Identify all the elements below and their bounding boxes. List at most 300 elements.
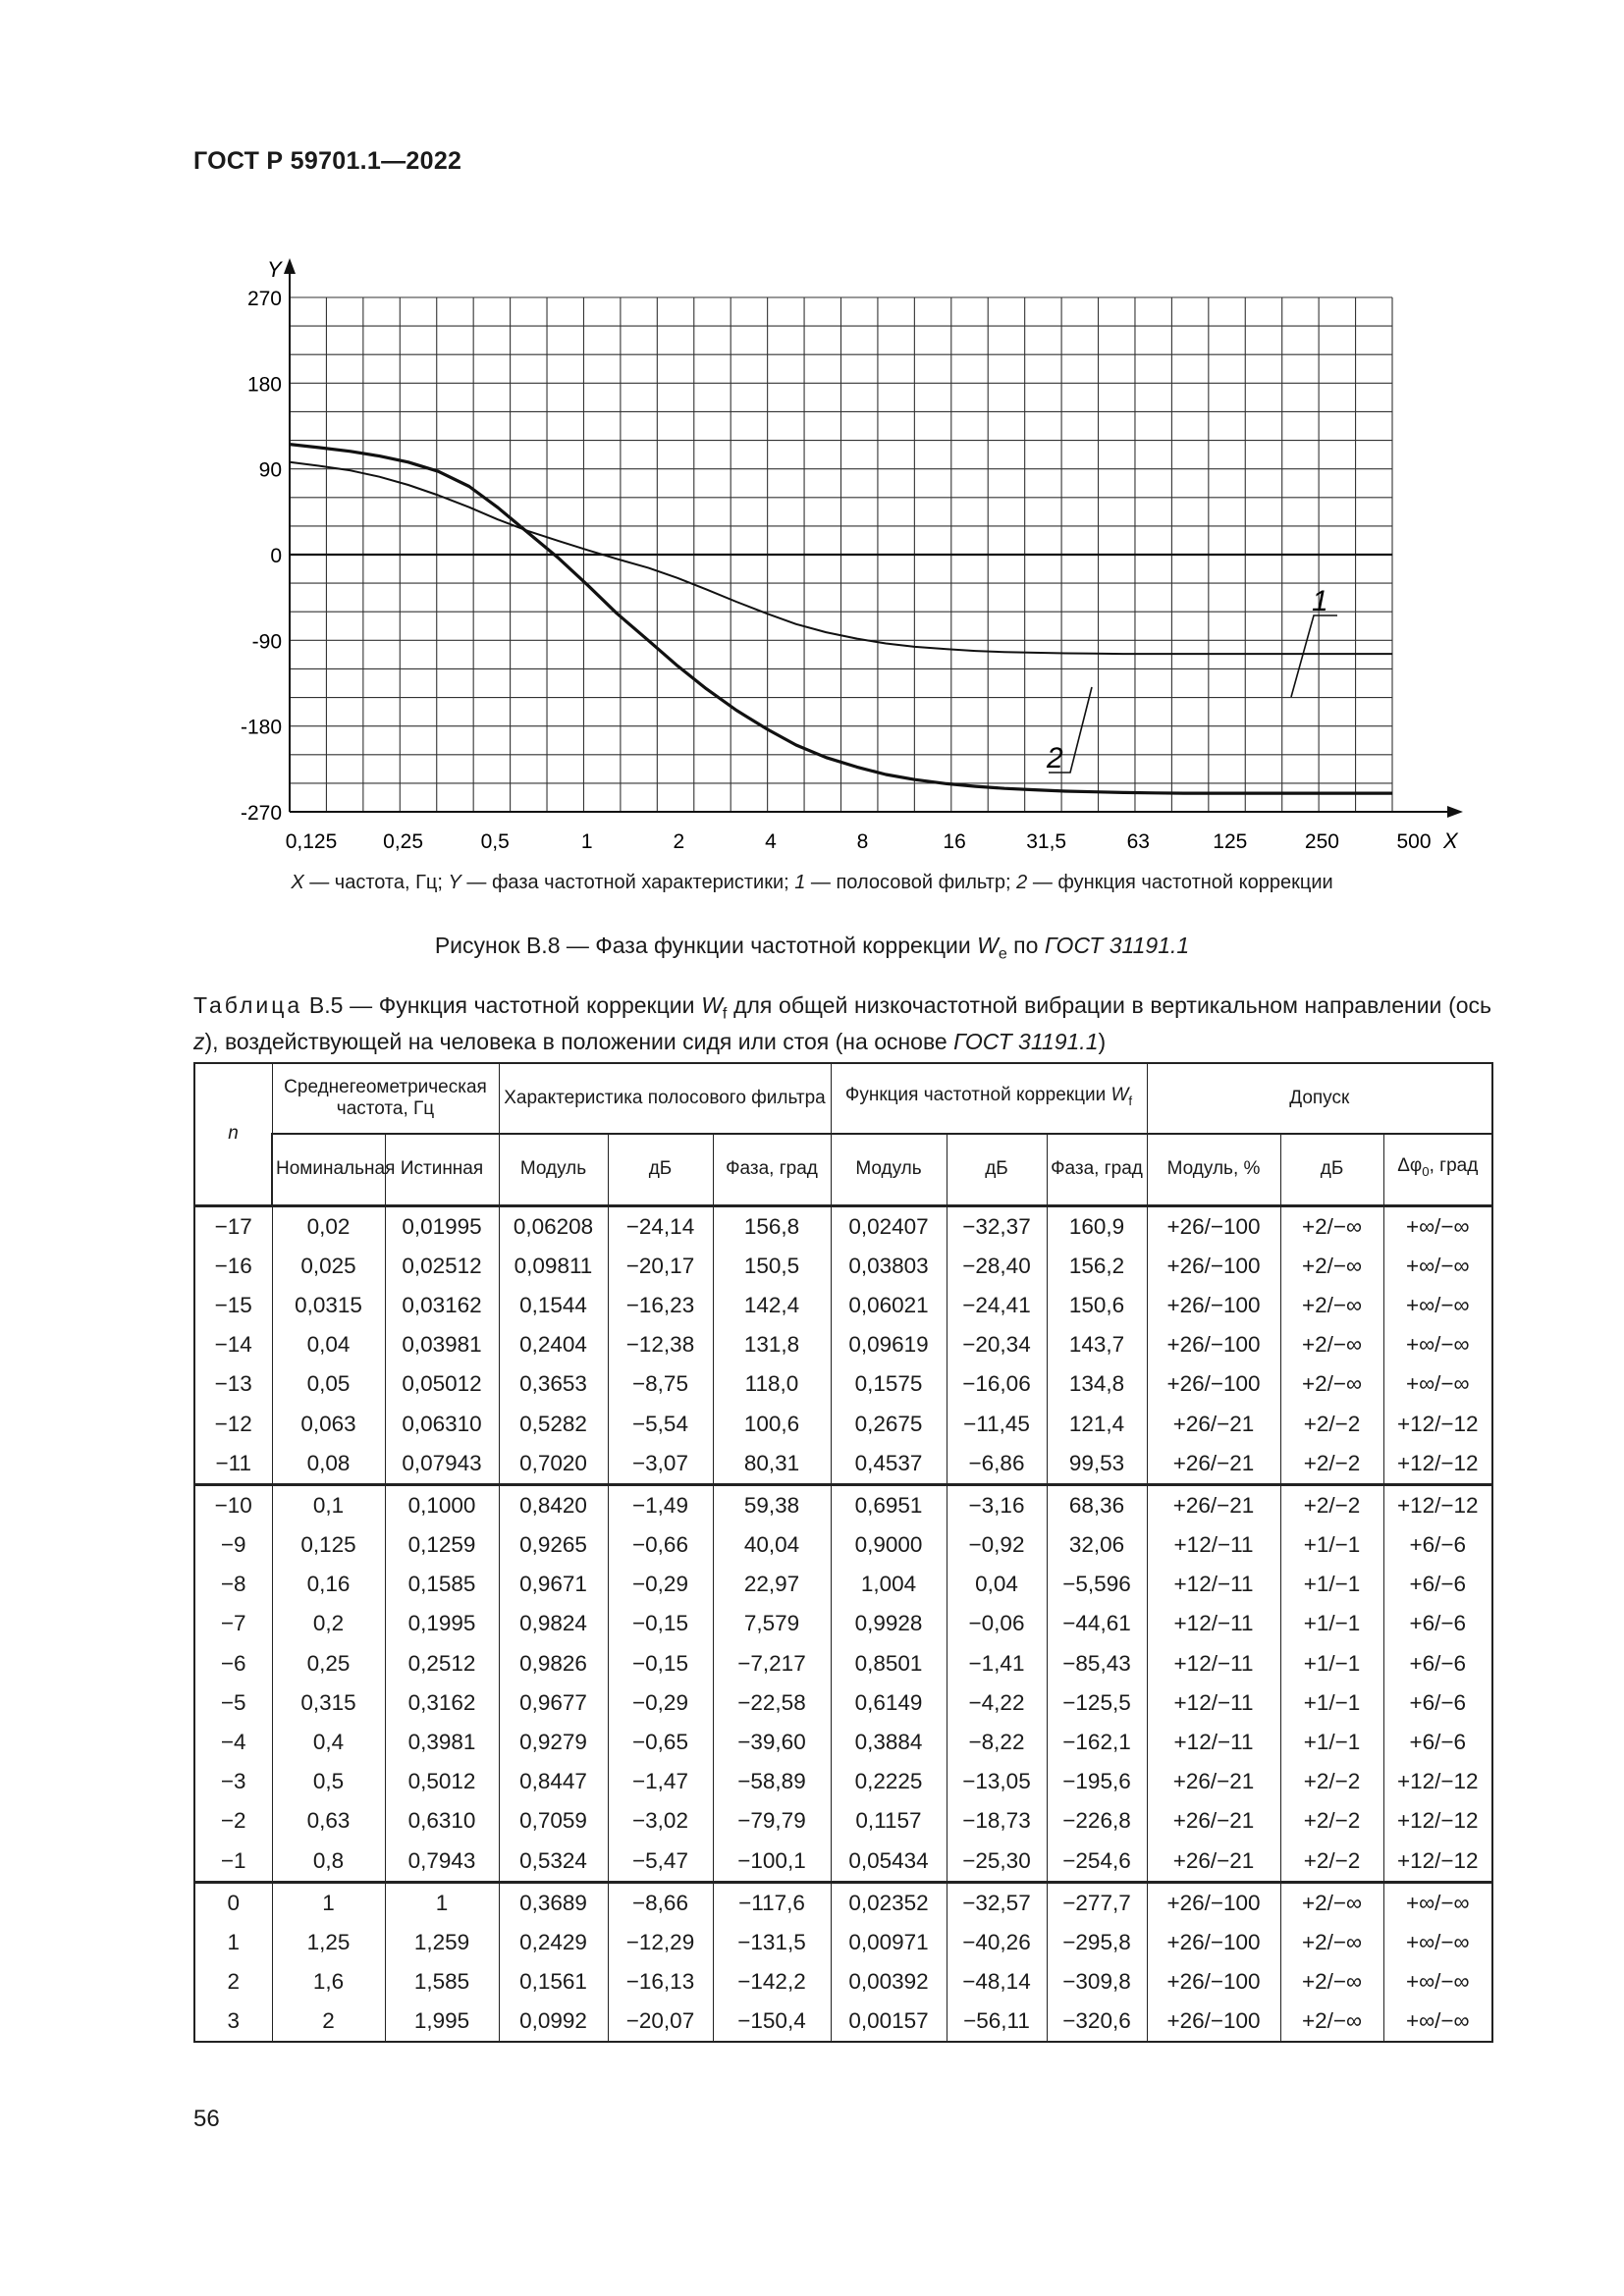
- table-cell: +2/−∞: [1280, 1205, 1383, 1247]
- table-cell: 0,2404: [499, 1325, 608, 1364]
- table-cell: −24,14: [608, 1205, 713, 1247]
- table-cell: +∞/−∞: [1383, 1247, 1492, 1286]
- table-cell: +12/−12: [1383, 1404, 1492, 1443]
- table-cell: +6/−6: [1383, 1644, 1492, 1683]
- table-cell: +1/−1: [1280, 1683, 1383, 1723]
- table-cell: 1: [194, 1923, 272, 1962]
- header-tol-modulus: Модуль, %: [1147, 1134, 1280, 1205]
- legend-y-text: — фаза частотной характеристики;: [460, 872, 795, 893]
- table-cell: −3,07: [608, 1444, 713, 1485]
- table-cell: 0,3162: [385, 1683, 499, 1723]
- y-tick-label: 0: [270, 545, 282, 567]
- table-cell: 0,04: [272, 1325, 385, 1364]
- table-cell: −100,1: [713, 1842, 831, 1883]
- x-tick-label: 2: [673, 830, 685, 853]
- legend-x-text: — частота, Гц;: [303, 872, 449, 893]
- table-row: [194, 2002, 1492, 2042]
- table-cell: −28,40: [947, 1247, 1047, 1286]
- table-cell: 0,1561: [499, 1962, 608, 2002]
- table-cell: −58,89: [713, 1762, 831, 1801]
- table-cell: 0,1575: [831, 1364, 947, 1404]
- table-cell: +26/−100: [1147, 1205, 1280, 1247]
- table-cell: −5: [194, 1683, 272, 1723]
- table-cell: −295,8: [1047, 1923, 1147, 1962]
- table-cell: −131,5: [713, 1923, 831, 1962]
- table-cell: 40,04: [713, 1525, 831, 1565]
- table-title-ref: ГОСТ 31191.1: [953, 1028, 1099, 1054]
- table-row: [194, 1723, 1492, 1762]
- header-band-db: дБ: [608, 1134, 713, 1205]
- y-axis-arrow: [284, 258, 296, 274]
- table-cell: −5,47: [608, 1842, 713, 1883]
- table-cell: 0,09619: [831, 1325, 947, 1364]
- table-cell: 150,5: [713, 1247, 831, 1286]
- table-cell: +1/−1: [1280, 1604, 1383, 1643]
- table-cell: 0,25: [272, 1644, 385, 1683]
- table-cell: 0,2429: [499, 1923, 608, 1962]
- table-cell: 0,04: [947, 1565, 1047, 1604]
- caption-mid: по: [1006, 933, 1045, 958]
- table-cell: 3: [194, 2002, 272, 2042]
- table-cell: −254,6: [1047, 1842, 1147, 1883]
- table-row: [194, 1604, 1492, 1643]
- table-cell: 100,6: [713, 1404, 831, 1443]
- table-cell: 0,9279: [499, 1723, 608, 1762]
- table-row: [194, 1247, 1492, 1286]
- table-cell: +12/−12: [1383, 1762, 1492, 1801]
- table-cell: −79,79: [713, 1801, 831, 1841]
- table-cell: +2/−2: [1280, 1842, 1383, 1883]
- table-cell: +2/−∞: [1280, 1882, 1383, 1923]
- table-title-text-4: ): [1098, 1028, 1107, 1054]
- table-cell: 0,315: [272, 1683, 385, 1723]
- table-cell: 0,05012: [385, 1364, 499, 1404]
- table-cell: −20,07: [608, 2002, 713, 2042]
- table-cell: 0,1995: [385, 1604, 499, 1643]
- table-cell: −1,49: [608, 1484, 713, 1525]
- table-cell: −44,61: [1047, 1604, 1147, 1643]
- table-row: [194, 1404, 1492, 1443]
- table-cell: +∞/−∞: [1383, 1286, 1492, 1325]
- table-cell: 0,08: [272, 1444, 385, 1485]
- x-tick-label: 0,25: [383, 830, 424, 853]
- header-wf-db: дБ: [947, 1134, 1047, 1205]
- table-cell: 0,03162: [385, 1286, 499, 1325]
- table-cell: −8,66: [608, 1882, 713, 1923]
- table-cell: +26/−100: [1147, 1286, 1280, 1325]
- table-title-text-1: В.5 — Функция частотной коррекции: [302, 992, 702, 1018]
- table-cell: −7,217: [713, 1644, 831, 1683]
- table-title-text-3: ), воздействующей на человека в положении сидя или стоя (на основе: [204, 1028, 954, 1054]
- x-tick-label: 125: [1213, 830, 1248, 853]
- table-cell: 0,09811: [499, 1247, 608, 1286]
- table-cell: +12/−11: [1147, 1565, 1280, 1604]
- table-cell: 0,9671: [499, 1565, 608, 1604]
- table-cell: +6/−6: [1383, 1723, 1492, 1762]
- table-cell: +∞/−∞: [1383, 2002, 1492, 2042]
- table-cell: +2/−∞: [1280, 1364, 1383, 1404]
- table-cell: −4: [194, 1723, 272, 1762]
- table-cell: 0,6951: [831, 1484, 947, 1525]
- table-cell: −5,596: [1047, 1565, 1147, 1604]
- header-weighting: Функция частотной коррекции $W_f$: [831, 1063, 1147, 1134]
- y-tick-label: 90: [258, 458, 282, 482]
- table-cell: +12/−11: [1147, 1683, 1280, 1723]
- table-cell: 0,02: [272, 1205, 385, 1247]
- table-cell: 0,3884: [831, 1723, 947, 1762]
- table-cell: 131,8: [713, 1325, 831, 1364]
- series-2-label: 2: [1047, 742, 1063, 774]
- table-cell: −5,54: [608, 1404, 713, 1443]
- header-band-phase: Фаза, град: [713, 1134, 831, 1205]
- phase-chart: [0, 0, 1624, 883]
- table-cell: 0,125: [272, 1525, 385, 1565]
- weighting-table: [193, 1062, 1493, 2043]
- y-tick-label: 180: [246, 373, 282, 397]
- table-cell: 0,9677: [499, 1683, 608, 1723]
- table-cell: 0,3653: [499, 1364, 608, 1404]
- table-cell: 0,025: [272, 1247, 385, 1286]
- legend-1-number: 1: [794, 872, 806, 893]
- table-cell: 0,06208: [499, 1205, 608, 1247]
- table-cell: −39,60: [713, 1723, 831, 1762]
- table-cell: 0,63: [272, 1801, 385, 1841]
- table-row: [194, 1525, 1492, 1565]
- x-tick-label: 31,5: [1026, 830, 1067, 853]
- table-cell: −0,06: [947, 1604, 1047, 1643]
- x-axis-arrow: [1447, 806, 1463, 818]
- table-cell: +26/−21: [1147, 1842, 1280, 1883]
- table-row: [194, 1842, 1492, 1883]
- table-cell: −16,13: [608, 1962, 713, 2002]
- table-cell: +12/−12: [1383, 1444, 1492, 1485]
- table-cell: +∞/−∞: [1383, 1962, 1492, 2002]
- table-cell: 0,06310: [385, 1404, 499, 1443]
- table-row: [194, 1801, 1492, 1841]
- table-cell: +1/−1: [1280, 1723, 1383, 1762]
- table-cell: +12/−12: [1383, 1484, 1492, 1525]
- table-title-w: W: [701, 992, 723, 1018]
- table-cell: −24,41: [947, 1286, 1047, 1325]
- caption-w: W: [977, 933, 999, 958]
- table-cell: −0,66: [608, 1525, 713, 1565]
- table-row: [194, 1444, 1492, 1485]
- figure-legend: [0, 872, 1624, 894]
- table-cell: 0,02407: [831, 1205, 947, 1247]
- y-axis-label: Y: [267, 257, 282, 282]
- table-cell: 0,1: [272, 1484, 385, 1525]
- table-cell: 0,16: [272, 1565, 385, 1604]
- table-row: [194, 1762, 1492, 1801]
- table-title-text-2: для общей низкочастотной вибрации в вертикальном направлении (ось: [727, 992, 1492, 1018]
- table-cell: 0,9826: [499, 1644, 608, 1683]
- legend-y-symbol: Y: [448, 872, 461, 893]
- x-tick-label: 1: [580, 830, 593, 853]
- header-tol-phase: $\Delta\varphi_0$, град: [1383, 1134, 1492, 1205]
- table-cell: −1,41: [947, 1644, 1047, 1683]
- table-cell: 0,4: [272, 1723, 385, 1762]
- y-tick-label: -180: [240, 716, 282, 739]
- table-cell: 0,2675: [831, 1404, 947, 1443]
- table-cell: −3,02: [608, 1801, 713, 1841]
- table-cell: +26/−21: [1147, 1762, 1280, 1801]
- table-cell: 0,9265: [499, 1525, 608, 1565]
- x-tick-label: 4: [765, 830, 777, 853]
- table-cell: 7,579: [713, 1604, 831, 1643]
- table-cell: 142,4: [713, 1286, 831, 1325]
- table-cell: 0,1585: [385, 1565, 499, 1604]
- legend-x-symbol: X: [291, 872, 304, 893]
- table-cell: +1/−1: [1280, 1644, 1383, 1683]
- table-cell: +26/−100: [1147, 1247, 1280, 1286]
- table-row: [194, 1364, 1492, 1404]
- y-tick-label: 270: [246, 288, 282, 310]
- table-cell: +1/−1: [1280, 1565, 1383, 1604]
- table-cell: −22,58: [713, 1683, 831, 1723]
- table-cell: 118,0: [713, 1364, 831, 1404]
- x-tick-label: 8: [856, 830, 869, 853]
- x-tick-label: 63: [1126, 830, 1150, 853]
- table-cell: +12/−12: [1383, 1842, 1492, 1883]
- table-cell: 59,38: [713, 1484, 831, 1525]
- table-cell: 160,9: [1047, 1205, 1147, 1247]
- table-cell: 0,5012: [385, 1762, 499, 1801]
- header-wf-modulus: Модуль: [831, 1134, 947, 1205]
- table-cell: 0,2225: [831, 1762, 947, 1801]
- table-cell: +∞/−∞: [1383, 1205, 1492, 1247]
- table-cell: −48,14: [947, 1962, 1047, 2002]
- legend-2-text: — функция частотной коррекции: [1027, 872, 1333, 893]
- table-cell: +12/−12: [1383, 1801, 1492, 1841]
- table-row: [194, 1644, 1492, 1683]
- table-cell: 0,9824: [499, 1604, 608, 1643]
- table-row: [194, 1882, 1492, 1923]
- table-cell: 2: [194, 1962, 272, 2002]
- table-cell: +2/−∞: [1280, 1247, 1383, 1286]
- table-cell: 0,1544: [499, 1286, 608, 1325]
- table-cell: 0: [194, 1882, 272, 1923]
- table-cell: −16,06: [947, 1364, 1047, 1404]
- table-cell: 0,1000: [385, 1484, 499, 1525]
- table-title-z: z: [193, 1028, 205, 1054]
- table-cell: +∞/−∞: [1383, 1325, 1492, 1364]
- table-cell: 0,4537: [831, 1444, 947, 1485]
- table-cell: −1: [194, 1842, 272, 1883]
- table-cell: 0,3981: [385, 1723, 499, 1762]
- table-cell: +2/−2: [1280, 1484, 1383, 1525]
- table-cell: −56,11: [947, 2002, 1047, 2042]
- x-tick-label: 500: [1396, 830, 1432, 853]
- table-title: [193, 991, 1491, 1055]
- table-cell: −6: [194, 1644, 272, 1683]
- table-cell: 68,36: [1047, 1484, 1147, 1525]
- table-cell: −8,22: [947, 1723, 1047, 1762]
- table-cell: −13: [194, 1364, 272, 1404]
- table-cell: −40,26: [947, 1923, 1047, 1962]
- table-cell: −10: [194, 1484, 272, 1525]
- table-cell: +26/−100: [1147, 1364, 1280, 1404]
- x-tick-label: 0,125: [285, 830, 338, 853]
- table-cell: +2/−2: [1280, 1762, 1383, 1801]
- table-cell: 1,25: [272, 1923, 385, 1962]
- x-tick-label: 16: [943, 830, 966, 853]
- table-cell: 1,259: [385, 1923, 499, 1962]
- table-cell: 0,7020: [499, 1444, 608, 1485]
- table-cell: 0,02352: [831, 1882, 947, 1923]
- header-wf-phase: Фаза, град: [1047, 1134, 1147, 1205]
- table-cell: −226,8: [1047, 1801, 1147, 1841]
- table-cell: −9: [194, 1525, 272, 1565]
- caption-prefix: Рисунок В.8 — Фаза функции частотной коррекции: [434, 933, 978, 958]
- table-cell: 1: [272, 1882, 385, 1923]
- table-cell: +12/−11: [1147, 1644, 1280, 1683]
- table-row: [194, 1923, 1492, 1962]
- series-1-leader: [1291, 615, 1337, 697]
- table-cell: 0,8447: [499, 1762, 608, 1801]
- table-cell: +2/−∞: [1280, 1286, 1383, 1325]
- table-cell: 1,995: [385, 2002, 499, 2042]
- table-label: Таблица: [193, 992, 303, 1018]
- table-cell: +12/−11: [1147, 1723, 1280, 1762]
- table-cell: +26/−100: [1147, 1882, 1280, 1923]
- table-cell: −117,6: [713, 1882, 831, 1923]
- table-cell: −16: [194, 1247, 272, 1286]
- table-cell: +∞/−∞: [1383, 1923, 1492, 1962]
- table-cell: 0,01995: [385, 1205, 499, 1247]
- table-row: [194, 1962, 1492, 2002]
- table-cell: −4,22: [947, 1683, 1047, 1723]
- table-cell: 150,6: [1047, 1286, 1147, 1325]
- table-cell: +∞/−∞: [1383, 1882, 1492, 1923]
- table-cell: 0,5282: [499, 1404, 608, 1443]
- table-cell: +∞/−∞: [1383, 1364, 1492, 1404]
- x-axis-label: X: [1443, 828, 1458, 853]
- caption-w-sub: e: [998, 944, 1007, 963]
- table-cell: 1,6: [272, 1962, 385, 2002]
- table-cell: +26/−100: [1147, 1923, 1280, 1962]
- table-cell: 0,05434: [831, 1842, 947, 1883]
- table-cell: 0,06021: [831, 1286, 947, 1325]
- table-cell: −17: [194, 1205, 272, 1247]
- table-cell: 143,7: [1047, 1325, 1147, 1364]
- table-cell: −85,43: [1047, 1644, 1147, 1683]
- table-cell: +26/−100: [1147, 1325, 1280, 1364]
- legend-1-text: — полосовой фильтр;: [805, 872, 1017, 893]
- table-cell: −25,30: [947, 1842, 1047, 1883]
- table-cell: 0,7943: [385, 1842, 499, 1883]
- table-cell: 0,6310: [385, 1801, 499, 1841]
- header-true: Истинная: [385, 1134, 499, 1205]
- table-cell: 134,8: [1047, 1364, 1147, 1404]
- table-cell: −20,17: [608, 1247, 713, 1286]
- table-cell: +6/−6: [1383, 1565, 1492, 1604]
- table-cell: 0,3689: [499, 1882, 608, 1923]
- table-cell: −3: [194, 1762, 272, 1801]
- header-tol-db: дБ: [1280, 1134, 1383, 1205]
- figure-caption: [0, 933, 1624, 964]
- table-cell: −13,05: [947, 1762, 1047, 1801]
- table-cell: 22,97: [713, 1565, 831, 1604]
- table-cell: 0,07943: [385, 1444, 499, 1485]
- table-cell: +1/−1: [1280, 1525, 1383, 1565]
- table-cell: −150,4: [713, 2002, 831, 2042]
- x-tick-label: 0,5: [480, 830, 510, 853]
- table-cell: −0,15: [608, 1644, 713, 1683]
- table-cell: −8: [194, 1565, 272, 1604]
- table-cell: +2/−2: [1280, 1801, 1383, 1841]
- table-cell: 156,8: [713, 1205, 831, 1247]
- table-cell: −7: [194, 1604, 272, 1643]
- table-row: [194, 1484, 1492, 1525]
- table-cell: −14: [194, 1325, 272, 1364]
- table-cell: 0,2: [272, 1604, 385, 1643]
- table-cell: −12: [194, 1404, 272, 1443]
- table-cell: −0,29: [608, 1565, 713, 1604]
- table-cell: −16,23: [608, 1286, 713, 1325]
- y-tick-label: -90: [251, 630, 282, 654]
- table-cell: 0,1259: [385, 1525, 499, 1565]
- series-1-label: 1: [1312, 585, 1328, 617]
- table-cell: +2/−2: [1280, 1444, 1383, 1485]
- table-cell: 0,02512: [385, 1247, 499, 1286]
- page-header: ГОСТ Р 59701.1—2022: [193, 147, 462, 175]
- table-cell: −15: [194, 1286, 272, 1325]
- table-cell: 0,05: [272, 1364, 385, 1404]
- table-row: [194, 1683, 1492, 1723]
- table-body: [194, 1205, 1492, 2042]
- table-cell: +6/−6: [1383, 1604, 1492, 1643]
- table-cell: 0,9000: [831, 1525, 947, 1565]
- table-cell: −8,75: [608, 1364, 713, 1404]
- table-cell: −6,86: [947, 1444, 1047, 1485]
- table-cell: +26/−100: [1147, 2002, 1280, 2042]
- table-cell: 0,00392: [831, 1962, 947, 2002]
- table-cell: −20,34: [947, 1325, 1047, 1364]
- table-cell: −125,5: [1047, 1683, 1147, 1723]
- table-cell: 0,0315: [272, 1286, 385, 1325]
- table-cell: 0,5: [272, 1762, 385, 1801]
- table-row: [194, 1565, 1492, 1604]
- table-cell: +26/−21: [1147, 1444, 1280, 1485]
- table-cell: 0,03803: [831, 1247, 947, 1286]
- table-row: [194, 1286, 1492, 1325]
- table-cell: −12,38: [608, 1325, 713, 1364]
- table-cell: 156,2: [1047, 1247, 1147, 1286]
- table-cell: −0,29: [608, 1683, 713, 1723]
- table-cell: 1: [385, 1882, 499, 1923]
- page-number: 56: [193, 2106, 220, 2132]
- header-frequency: Среднегеометрическая частота, Гц: [272, 1063, 499, 1134]
- table-cell: +6/−6: [1383, 1683, 1492, 1723]
- table-cell: +12/−11: [1147, 1604, 1280, 1643]
- table-cell: +26/−100: [1147, 1962, 1280, 2002]
- table-cell: +12/−11: [1147, 1525, 1280, 1565]
- table-cell: −12,29: [608, 1923, 713, 1962]
- table-cell: −0,65: [608, 1723, 713, 1762]
- table-cell: −32,37: [947, 1205, 1047, 1247]
- table-cell: −309,8: [1047, 1962, 1147, 2002]
- table-cell: +6/−6: [1383, 1525, 1492, 1565]
- table-cell: 121,4: [1047, 1404, 1147, 1443]
- table-cell: 0,7059: [499, 1801, 608, 1841]
- table-cell: +26/−21: [1147, 1801, 1280, 1841]
- table-cell: 1,004: [831, 1565, 947, 1604]
- table-cell: 0,6149: [831, 1683, 947, 1723]
- table-cell: −32,57: [947, 1882, 1047, 1923]
- table-cell: 80,31: [713, 1444, 831, 1485]
- table-cell: 1,585: [385, 1962, 499, 2002]
- legend-2-number: 2: [1016, 872, 1028, 893]
